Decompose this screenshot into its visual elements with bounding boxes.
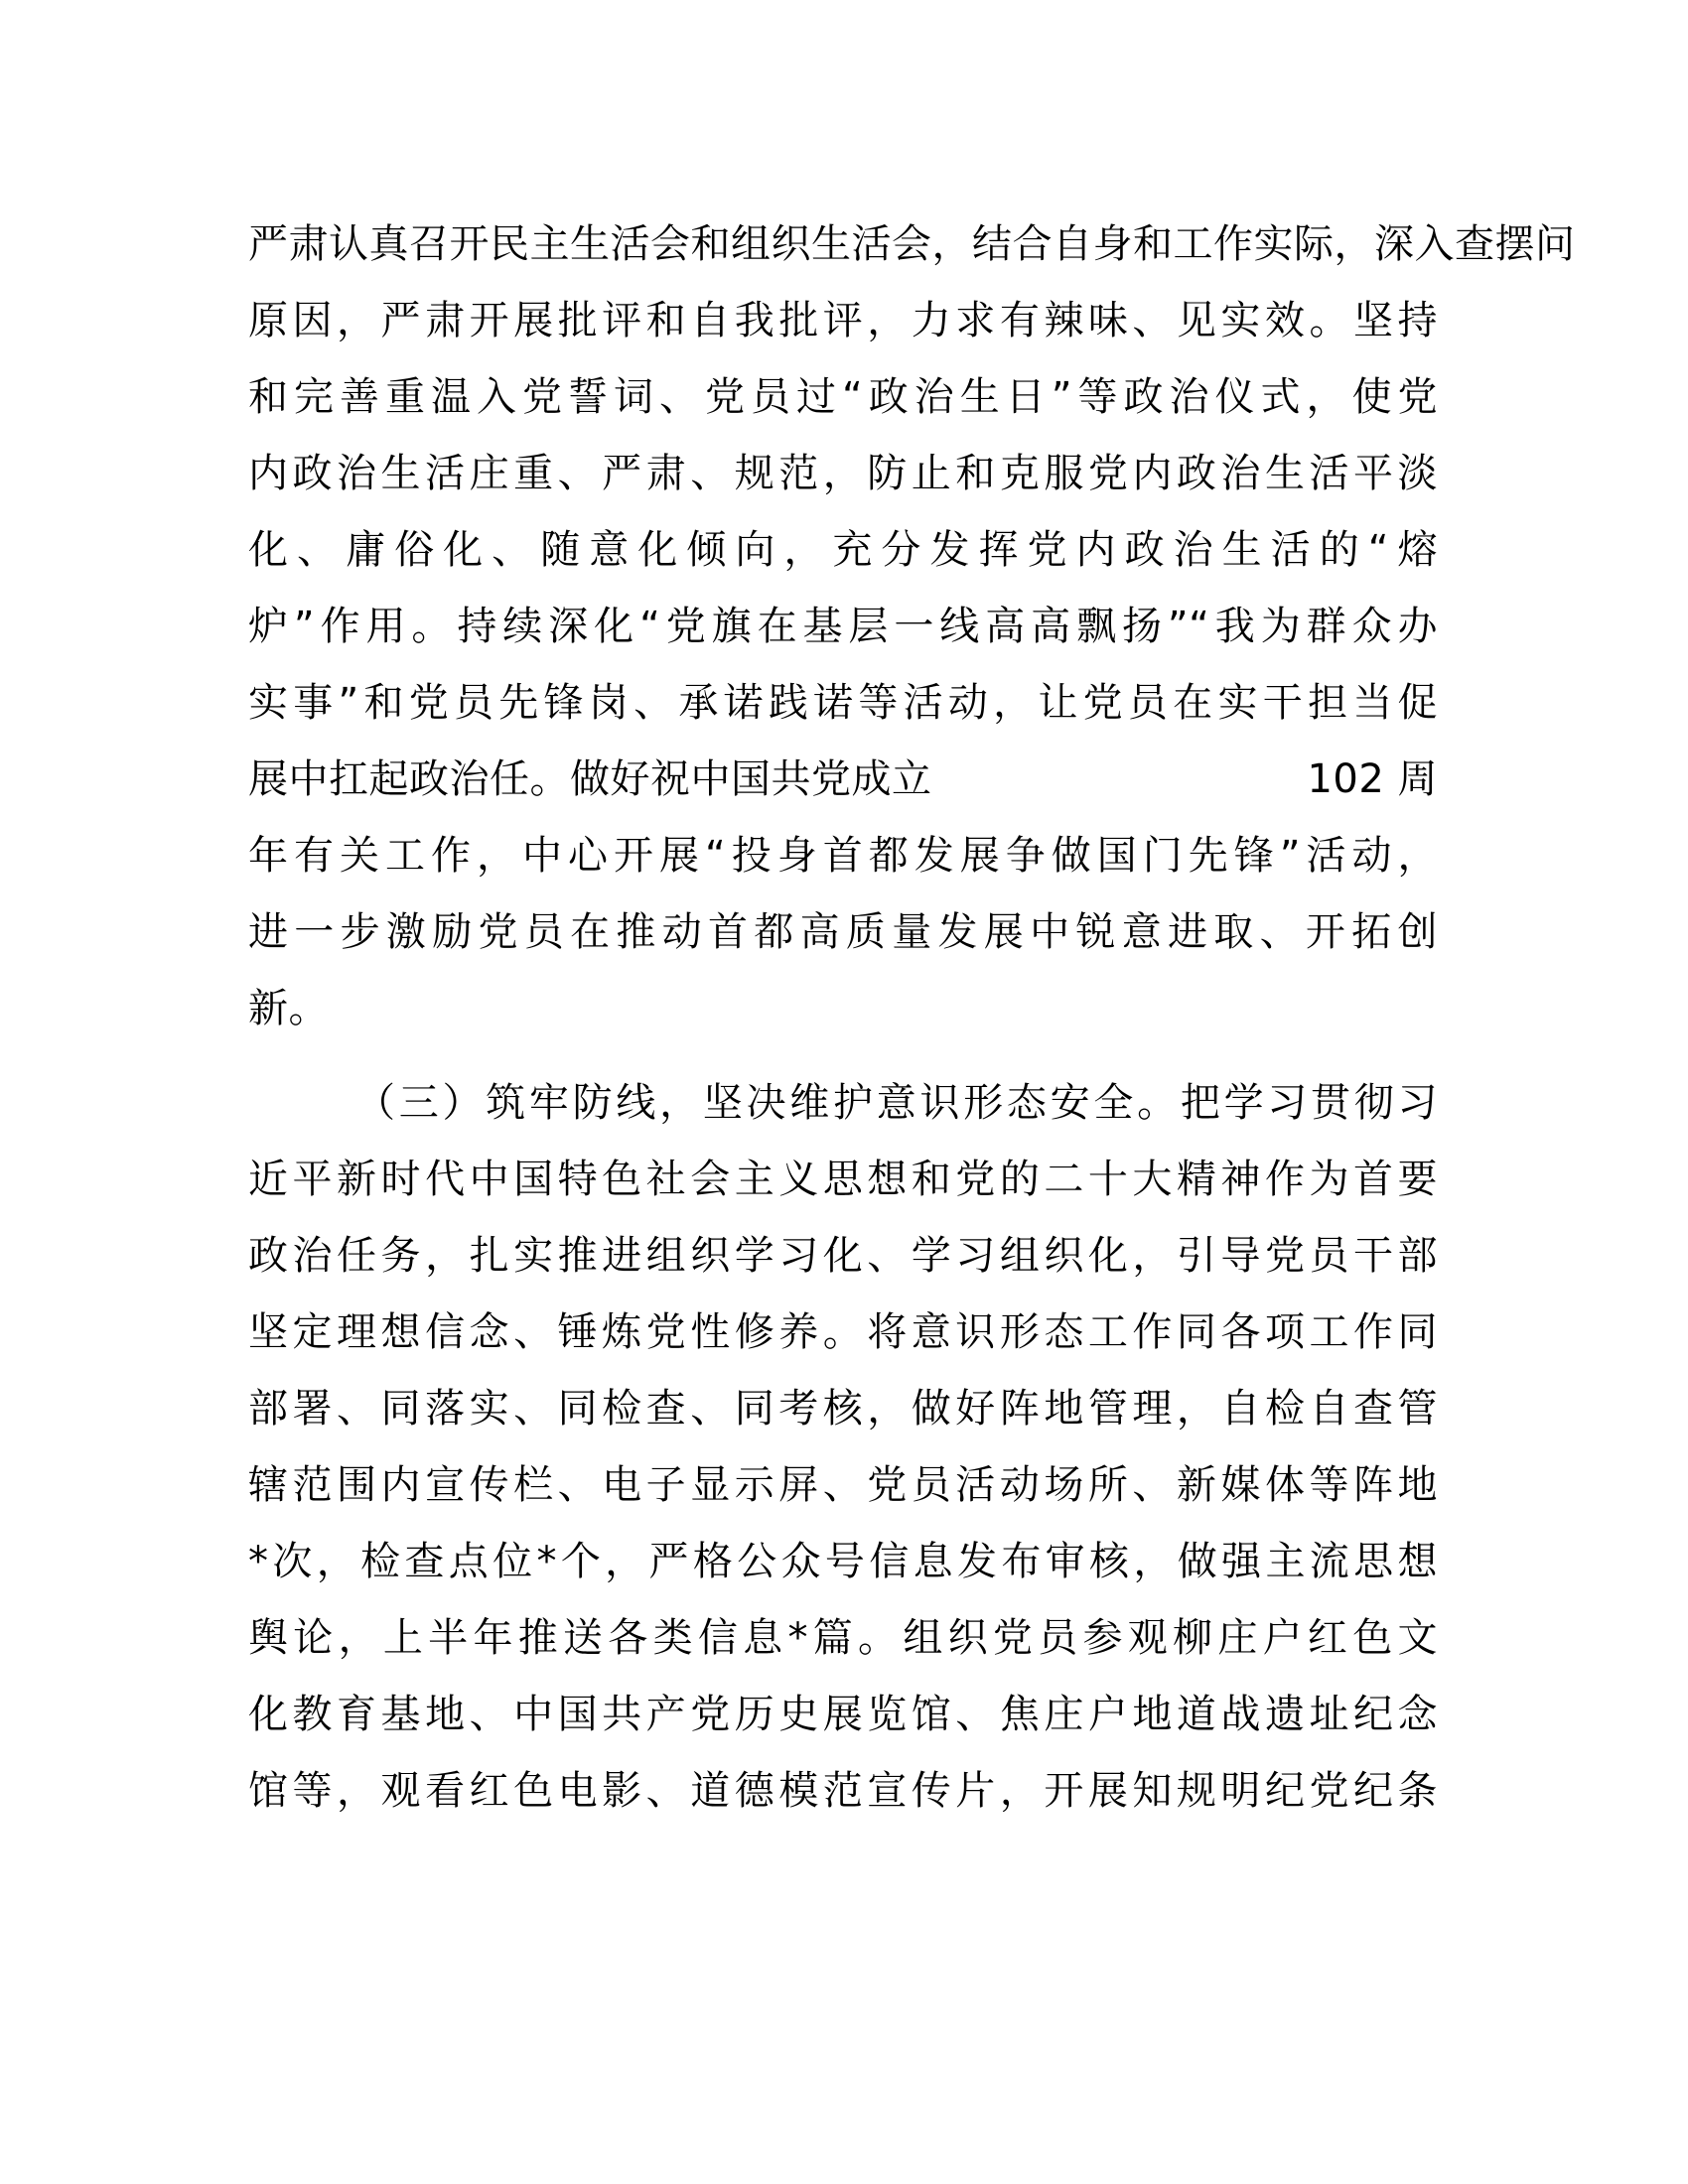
text-line-left: 展中扛起政治任。做好祝中国共党成立 xyxy=(248,756,932,802)
text-line: *次，检查点位*个，严格公众号信息发布审核，做强主流思想 xyxy=(248,1539,1438,1584)
text-line: 化教育基地、中国共产党历史展览馆、焦庄户地道战遗址纪念 xyxy=(248,1692,1438,1737)
text-line: 坚定理想信念、锤炼党性修养。将意识形态工作同各项工作同 xyxy=(248,1309,1438,1355)
section-heading-line: （三）筑牢防线，坚决维护意识形态安全。把学习贯彻习 xyxy=(355,1080,1438,1126)
text-line: 原因，严肃开展批评和自我批评，力求有辣味、见实效。坚持 xyxy=(248,298,1438,343)
text-line: 进一步激励党员在推动首都高质量发展中锐意进取、开拓创 xyxy=(248,909,1438,955)
text-line: 年有关工作，中心开展“投身首都发展争做国门先锋”活动， xyxy=(248,833,1438,879)
text-line: 政治任务，扎实推进组织学习化、学习组织化，引导党员干部 xyxy=(248,1233,1438,1279)
text-line-right-number: 102 周 xyxy=(1307,756,1438,802)
text-line: 辖范围内宣传栏、电子显示屏、党员活动场所、新媒体等阵地 xyxy=(248,1462,1438,1508)
text-line: 化、庸俗化、随意化倾向，充分发挥党内政治生活的“熔 xyxy=(248,527,1438,573)
text-line: 舆论，上半年推送各类信息*篇。组织党员参观柳庄户红色文 xyxy=(248,1615,1438,1661)
text-line: 馆等，观看红色电影、道德模范宣传片，开展知规明纪党纪条 xyxy=(248,1768,1438,1814)
text-line: 和完善重温入党誓词、党员过“政治生日”等政治仪式，使党 xyxy=(248,374,1438,420)
text-line: 新。 xyxy=(248,986,329,1031)
text-line: 内政治生活庄重、严肃、规范，防止和克服党内政治生活平淡 xyxy=(248,451,1438,496)
text-line: 近平新时代中国特色社会主义思想和党的二十大精神作为首要 xyxy=(248,1157,1438,1202)
text-line-split xyxy=(248,755,1438,803)
text-line: 严肃认真召开民主生活会和组织生活会，结合自身和工作实际，深入查摆问 xyxy=(248,221,1576,267)
text-line: 实事”和党员先锋岗、承诺践诺等活动，让党员在实干担当促 xyxy=(248,680,1438,726)
text-line: 炉”作用。持续深化“党旗在基层一线高高飘扬”“我为群众办 xyxy=(248,604,1438,649)
text-line: 部署、同落实、同检查、同考核，做好阵地管理，自检自查管 xyxy=(248,1386,1438,1432)
